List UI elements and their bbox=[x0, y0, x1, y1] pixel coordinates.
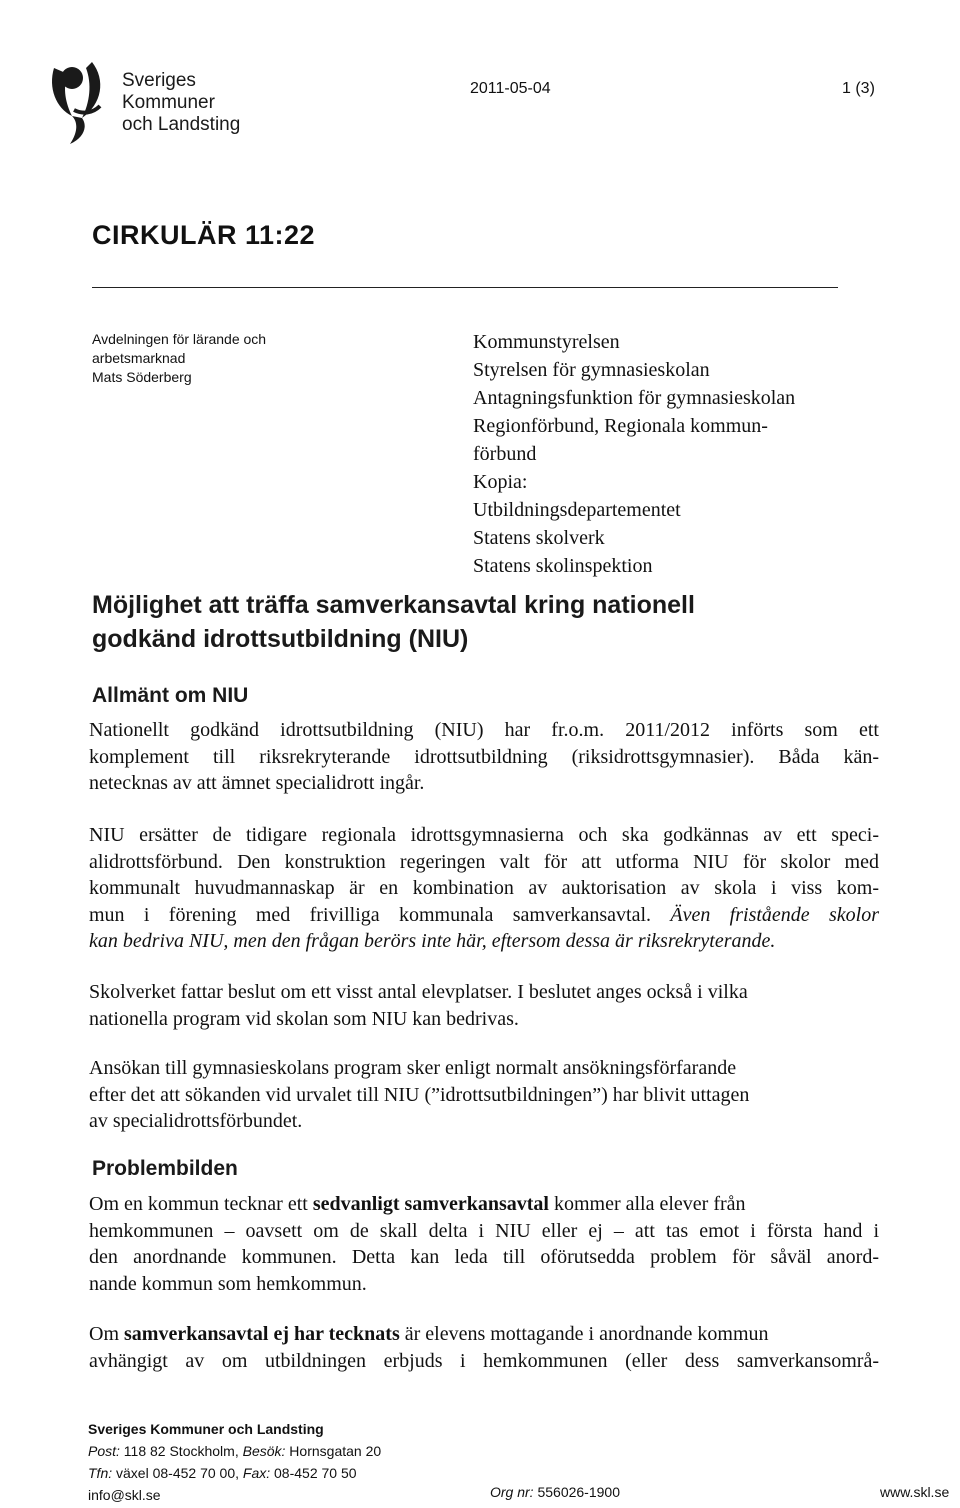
footer-org-name: Sveriges Kommuner och Landsting bbox=[88, 1421, 324, 1437]
main-heading-line: Möjlighet att träffa samverkansavtal kring nationell bbox=[92, 591, 695, 619]
footer-phone bbox=[88, 1462, 381, 1484]
org-name-line: Kommuner bbox=[122, 92, 215, 113]
paragraph-line bbox=[89, 1191, 879, 1218]
recipient-item: Statens skolinspektion bbox=[473, 555, 653, 577]
paragraph-line: hemkommunen – oavsett om de skall delta i NIU eller ej – att tas emot i första hand i bbox=[89, 1219, 879, 1242]
footer-value: 118 82 Stockholm, bbox=[119, 1443, 243, 1459]
paragraph-bold-text: samverkansavtal ej har tecknats bbox=[124, 1323, 400, 1345]
title-divider bbox=[92, 287, 838, 288]
paragraph-line: alidrottsförbund. Den konstruktion regeringen valt för att utforma NIU för skolor med bbox=[89, 850, 879, 873]
paragraph-text: kommer alla elever från bbox=[548, 1193, 746, 1215]
section-heading-allmant: Allmänt om NIU bbox=[92, 684, 249, 707]
paragraph-line: komplement till riksrekryterande idrottsutbildning (riksidrottsgymnasier). Båda kän- bbox=[89, 745, 879, 768]
recipient-item: Utbildningsdepartementet bbox=[473, 499, 681, 521]
recipient-item: Antagningsfunktion för gymnasieskolan bbox=[473, 387, 796, 409]
recipient-list bbox=[473, 328, 795, 580]
paragraph-italic-text: kan bedriva NIU, men den frågan berörs inte här, eftersom dessa är riksrekryterande. bbox=[89, 930, 776, 952]
paragraph-line: nande kommun som hemkommun. bbox=[89, 1272, 367, 1295]
sender-block bbox=[92, 330, 266, 387]
org-name-line: och Landsting bbox=[122, 114, 241, 135]
paragraph-2 bbox=[89, 822, 879, 955]
paragraph-line: avhängigt av om utbildningen erbjuds i hemkommunen (eller dess samverkansområ- bbox=[89, 1349, 879, 1372]
paragraph-3 bbox=[89, 979, 879, 1032]
paragraph-text: Om en kommun tecknar ett bbox=[89, 1193, 313, 1215]
paragraph-1 bbox=[89, 717, 879, 797]
document-date: 2011-05-04 bbox=[470, 80, 551, 97]
paragraph-line bbox=[89, 1321, 879, 1348]
paragraph-text: är elevens mottagande i anordnande kommun bbox=[399, 1323, 769, 1345]
footer-email[interactable]: info@skl.se bbox=[88, 1487, 161, 1503]
paragraph-line bbox=[89, 928, 879, 955]
paragraph-line: nationella program vid skolan som NIU kan bedrivas. bbox=[89, 1007, 519, 1030]
footer-label: Post: bbox=[88, 1443, 120, 1459]
paragraph-text: mun i förening med frivilliga kommunala samverkansavtal. bbox=[89, 903, 671, 926]
footer-value: Hornsgatan 20 bbox=[285, 1443, 382, 1459]
paragraph-text: Om bbox=[89, 1323, 124, 1345]
main-heading-line: godkänd idrottsutbildning (NIU) bbox=[92, 625, 469, 653]
paragraph-line: netecknas av att ämnet specialidrott ingår. bbox=[89, 772, 425, 794]
paragraph-line: av specialidrottsförbundet. bbox=[89, 1110, 303, 1132]
footer-website-link[interactable]: www.skl.se bbox=[880, 1484, 950, 1500]
main-heading bbox=[92, 588, 695, 656]
footer-value: 08-452 70 50 bbox=[270, 1465, 357, 1481]
paragraph-line: kommunalt huvudmannaskap är en kombination av auktorisation av skola i viss kom- bbox=[89, 877, 879, 899]
paragraph-6 bbox=[89, 1321, 879, 1374]
footer-value: 556026-1900 bbox=[533, 1484, 620, 1500]
skl-logo-icon bbox=[48, 58, 108, 148]
paragraph-5 bbox=[89, 1191, 879, 1297]
footer-label: Org nr: bbox=[490, 1484, 534, 1500]
footer-label: Tfn: bbox=[88, 1465, 113, 1481]
footer-label: Fax: bbox=[242, 1465, 271, 1481]
paragraph-italic-text: Även fristående skolor bbox=[670, 903, 879, 926]
organization-name bbox=[122, 70, 240, 136]
sender-name: Mats Söderberg bbox=[92, 369, 192, 385]
recipient-item: Kommunstyrelsen bbox=[473, 331, 620, 353]
recipient-item: Styrelsen för gymnasieskolan bbox=[473, 359, 710, 381]
paragraph-line: NIU ersätter de tidigare regionala idrottsgymnasierna och ska godkännas av ett speci- bbox=[89, 824, 879, 846]
footer-value: växel 08-452 70 00, bbox=[112, 1465, 243, 1481]
recipient-item: Statens skolverk bbox=[473, 527, 605, 549]
paragraph-line: den anordnande kommunen. Detta kan leda till oförutsedda problem för såväl anord- bbox=[89, 1246, 879, 1268]
footer-org-number bbox=[490, 1484, 620, 1500]
section-heading-problembilden: Problembilden bbox=[92, 1157, 238, 1180]
page-number: 1 (3) bbox=[842, 80, 875, 97]
paragraph-bold-text: sedvanligt samverkansavtal bbox=[312, 1193, 549, 1215]
paragraph-line: Ansökan till gymnasieskolans program sker enligt normalt ansökningsförfarande bbox=[89, 1057, 737, 1079]
sender-department: Avdelningen för lärande och bbox=[92, 331, 267, 347]
org-name-line: Sveriges bbox=[122, 70, 196, 91]
document-title: CIRKULÄR 11:22 bbox=[92, 220, 316, 250]
paragraph-line: efter det att sökanden vid urvalet till NIU (”idrottsutbildningen”) har blivit uttagen bbox=[89, 1083, 750, 1106]
footer-address bbox=[88, 1440, 381, 1462]
paragraph-line: Nationellt godkänd idrottsutbildning (NIU) har fr.o.m. 2011/2012 införts som ett bbox=[89, 719, 879, 741]
sender-department: arbetsmarknad bbox=[92, 350, 186, 366]
recipient-item: Regionförbund, Regionala kommun- bbox=[473, 415, 768, 437]
paragraph-4 bbox=[89, 1055, 879, 1135]
recipient-item: förbund bbox=[473, 443, 537, 465]
footer-contact bbox=[88, 1418, 381, 1506]
footer-label: Besök: bbox=[242, 1443, 286, 1459]
recipient-item: Kopia: bbox=[473, 471, 528, 493]
paragraph-line bbox=[89, 902, 879, 929]
paragraph-line: Skolverket fattar beslut om ett visst antal elevplatser. I beslutet anges också i vilka bbox=[89, 981, 748, 1003]
